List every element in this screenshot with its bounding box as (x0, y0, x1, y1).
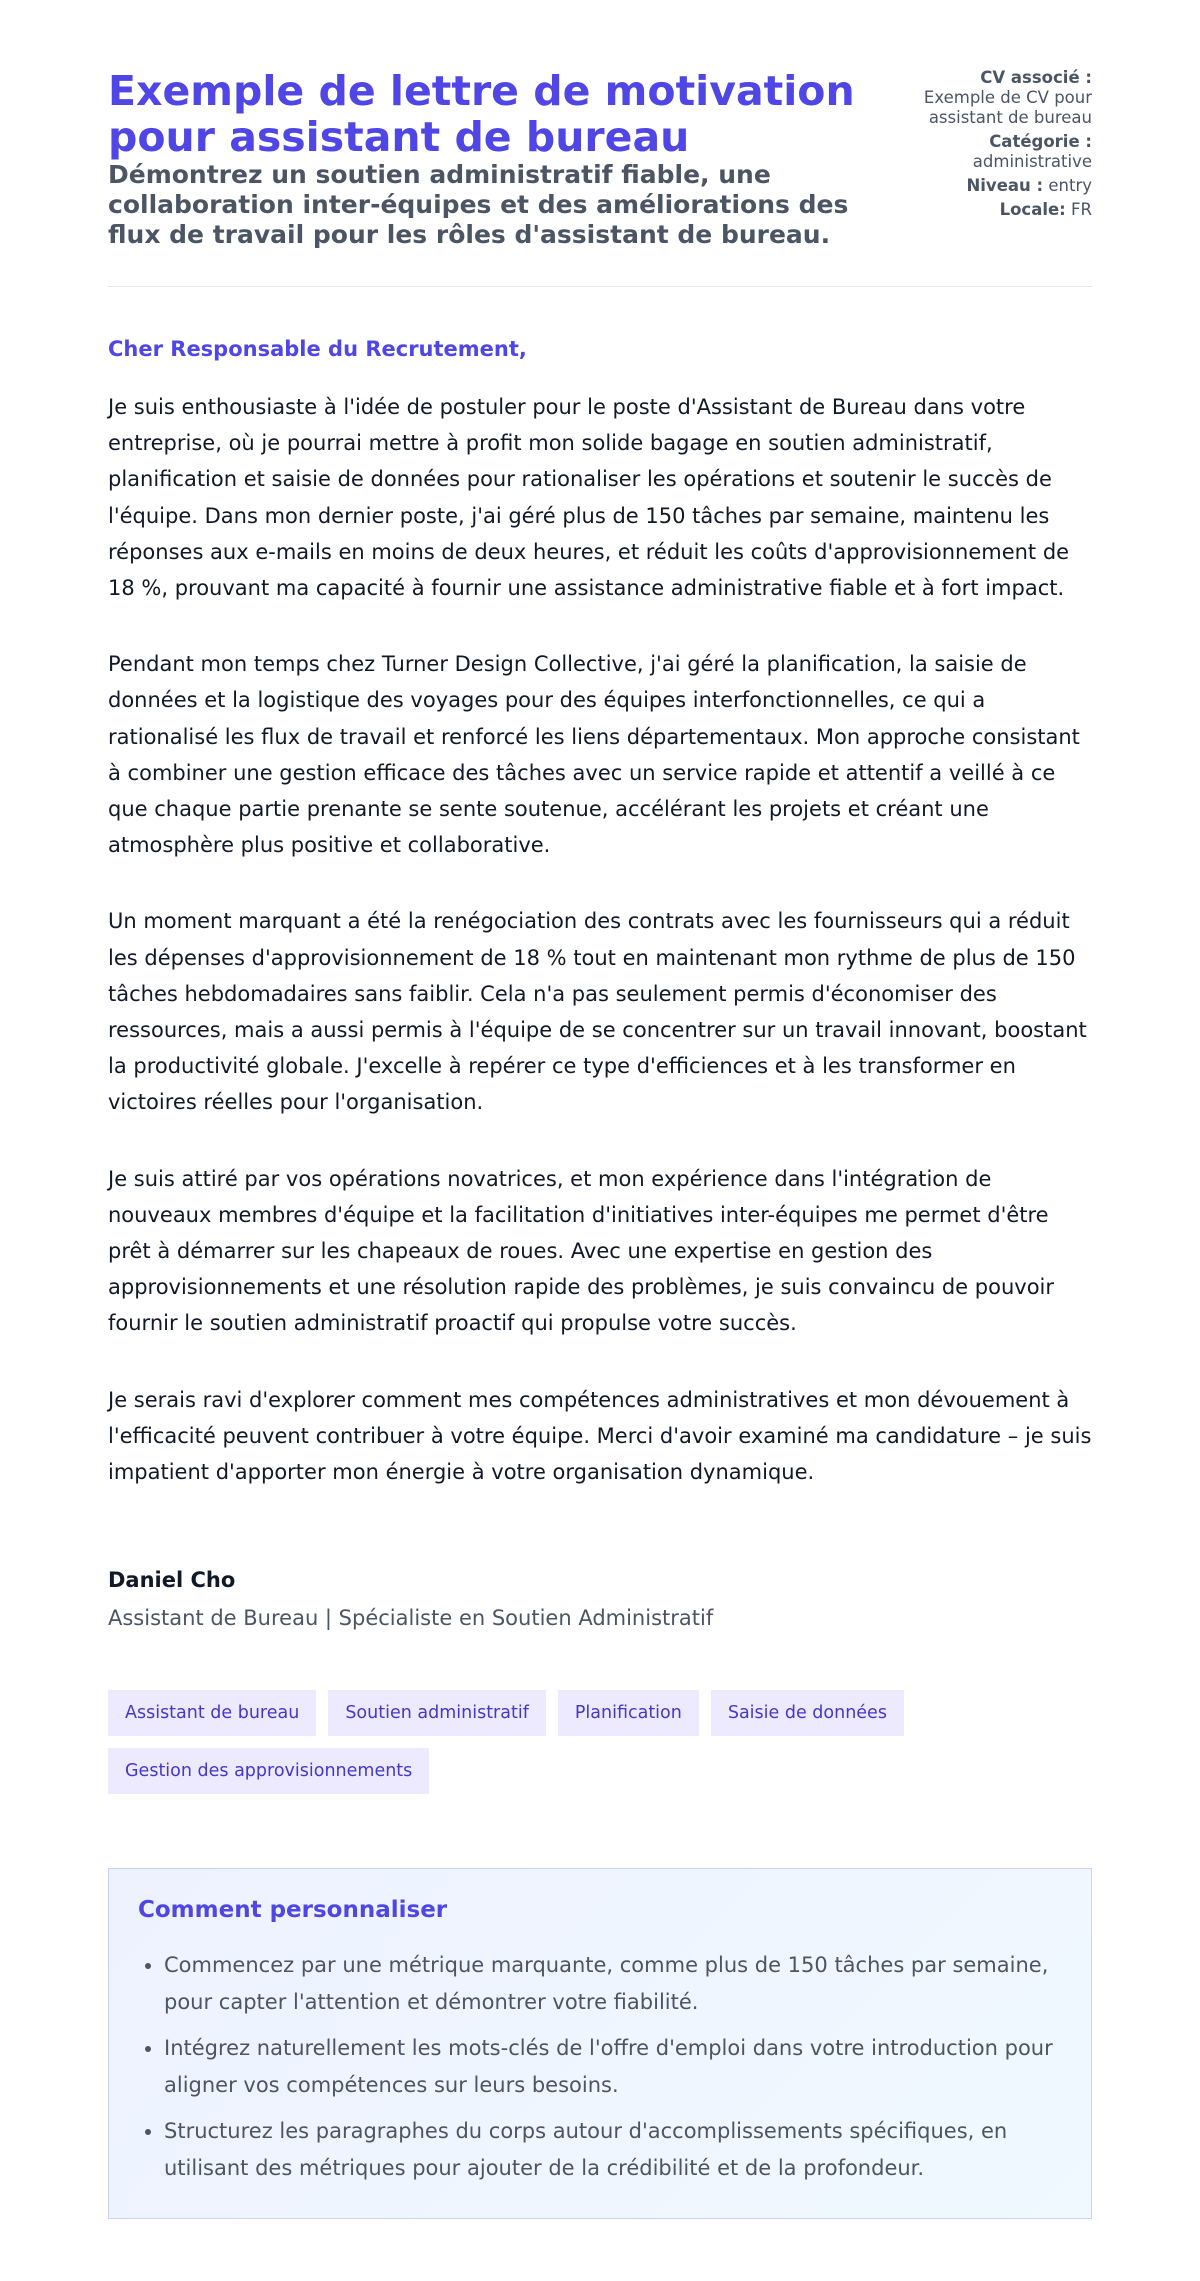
skill-tag: Gestion des approvisionnements (108, 1748, 429, 1794)
signature-block (108, 1566, 1092, 1632)
page-title: Exemple de lettre de motivation pour assistant de bureau (108, 67, 855, 161)
skill-tag: Saisie de données (711, 1690, 904, 1736)
skill-tag: Assistant de bureau (108, 1690, 316, 1736)
meta-locale-label: Locale: (999, 200, 1066, 219)
meta-locale-value: FR (1071, 200, 1092, 219)
meta-related-cv-label: CV associé : (980, 68, 1092, 87)
skill-tag: Planification (558, 1690, 699, 1736)
signature-name: Daniel Cho (108, 1568, 236, 1593)
letter-paragraph: Je suis attiré par vos opérations novatrices, et mon expérience dans l'intégration de nouveaux membres d'équipe et la facilitation d'initiatives inter-équipes me permet d'être prêt à démarrer sur les chapeaux de roues. Avec une expertise en gestion des approvisionnements et une résolution rapide des problèmes, je suis convaincu de pouvoir fournir le soutien administratif proactif qui propulse votre succès. (108, 1166, 1055, 1336)
tips-list (138, 1947, 1062, 2186)
meta-locale (922, 200, 1092, 220)
letter-metadata (922, 68, 1092, 224)
letter-paragraph: Pendant mon temps chez Turner Design Collective, j'ai géré la planification, la saisie de données et la logistique des voyages pour des équipes interfonctionnelles, ce qui a rationalisé les flux de travail et renforcé les liens départementaux. Mon approche consistant à combiner une gestion efficace des tâches avec un service rapide et attentif a veillé à ce que chaque partie prenante se sente soutenue, accélérant les projets et créant une atmosphère plus positive et collaborative. (108, 652, 1080, 858)
letter-greeting: Cher Responsable du Recrutement, (108, 337, 527, 361)
meta-level-value: entry (1048, 176, 1092, 195)
meta-level-label: Niveau : (966, 176, 1044, 195)
letter-paragraph: Un moment marquant a été la renégociation des contrats avec les fournisseurs qui a réduit les dépenses d'approvisionnement de 18 % tout en maintenant mon rythme de plus de 150 tâches hebdomadaires sans faiblir. Cela n'a pas seulement permis d'économiser des ressources, mais a aussi permis à l'équipe de se concentrer sur un travail innovant, boostant la productivité globale. J'excelle à repérer ce type d'efficiences et à les transformer en victoires réelles pour l'organisation. (108, 909, 1087, 1115)
tips-title: Comment personnaliser (138, 1897, 448, 1924)
meta-related-cv (922, 68, 1092, 128)
meta-related-cv-value: Exemple de CV pour assistant de bureau (923, 88, 1092, 127)
tip-item: • Structurez les paragraphes du corps autour d'accomplissements spécifiques, en utilisant des métriques pour ajouter de la crédibilité et de la profondeur. (164, 2113, 1062, 2186)
customization-tips-box (108, 1868, 1092, 2219)
signature-role: Assistant de Bureau | Spécialiste en Soutien Administratif (108, 1606, 714, 1631)
skill-tags (108, 1690, 928, 1794)
letter-paragraph: Je serais ravi d'explorer comment mes compétences administratives et mon dévouement à l'efficacité peuvent contribuer à votre équipe. Merci d'avoir examiné ma candidature – je suis impatient d'apporter mon énergie à votre organisation dynamique. (108, 1387, 1092, 1485)
tip-item: • Intégrez naturellement les mots-clés de l'offre d'emploi dans votre introduction pour aligner vos compétences sur leurs besoins. (164, 2030, 1062, 2103)
meta-category-value: administrative (972, 152, 1092, 171)
tip-item: • Commencez par une métrique marquante, comme plus de 150 tâches par semaine, pour capter l'attention et démontrer votre fiabilité. (164, 1947, 1062, 2020)
page-header (108, 68, 1092, 287)
letter-paragraph: Je suis enthousiaste à l'idée de postuler pour le poste d'Assistant de Bureau dans votre entreprise, où je pourrai mettre à profit mon solide bagage en soutien administratif, planification et saisie de données pour rationaliser les opérations et soutenir le succès de l'équipe. Dans mon dernier poste, j'ai géré plus de 150 tâches par semaine, maintenu les réponses aux e-mails en moins de deux heures, et réduit les coûts d'approvisionnement de 18 %, prouvant ma capacité à fournir une assistance administrative fiable et à fort impact. (108, 395, 1070, 601)
header-titles (108, 68, 898, 250)
letter-body (108, 335, 1092, 1490)
meta-category-label: Catégorie : (989, 132, 1092, 151)
meta-category (922, 132, 1092, 172)
meta-level (922, 176, 1092, 196)
cover-letter-page (108, 68, 1092, 2219)
skill-tag: Soutien administratif (328, 1690, 546, 1736)
page-subtitle: Démontrez un soutien administratif fiable, une collaboration inter-équipes et des améliorations des flux de travail pour les rôles d'assistant de bureau. (108, 160, 849, 249)
